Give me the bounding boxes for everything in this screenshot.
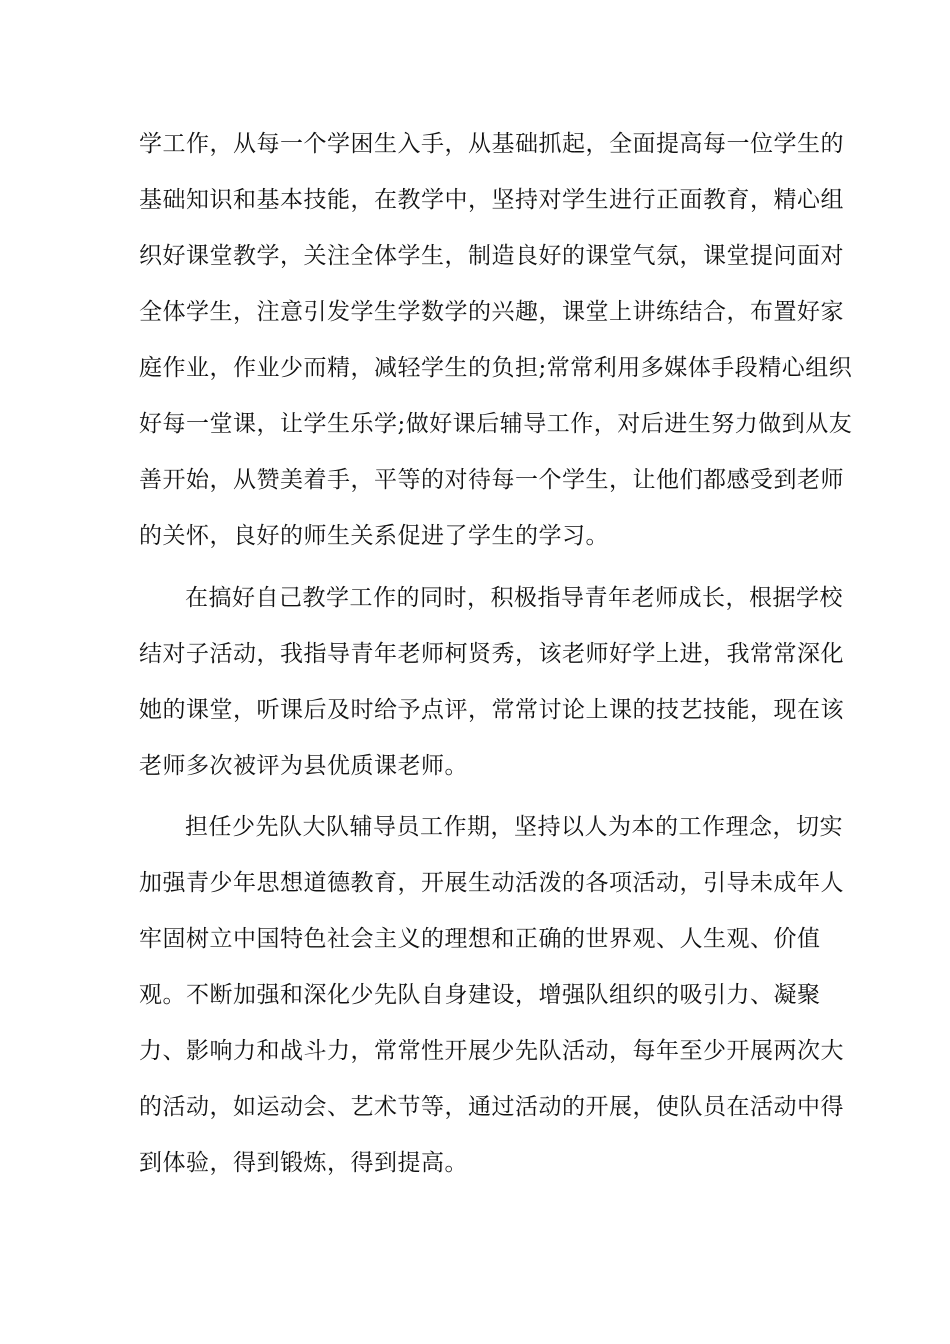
paragraph-1-line-3: 织好课堂教学，关注全体学生，制造良好的课堂气氛，课堂提问面对	[139, 243, 844, 269]
paragraph-1-line-2: 基础知识和基本技能，在教学中，坚持对学生进行正面教育，精心组	[139, 187, 844, 213]
paragraph-2-line-1: 在搞好自己教学工作的同时，积极指导青年老师成长，根据学校	[185, 585, 843, 611]
paragraph-1-line-7: 善开始，从赞美着手，平等的对待每一个学生，让他们都感受到老师	[139, 467, 844, 493]
paragraph-3-line-2: 加强青少年思想道德教育，开展生动活泼的各项活动，引导未成年人	[139, 870, 844, 896]
paragraph-1-line-5: 庭作业，作业少而精，减轻学生的负担;常常利用多媒体手段精心组织	[139, 355, 853, 381]
paragraph-3-line-5: 力、影响力和战斗力，常常性开展少先队活动，每年至少开展两次大	[139, 1038, 844, 1064]
paragraph-3-line-7: 到体验，得到锻炼，得到提高。	[139, 1150, 468, 1176]
paragraph-3-line-6: 的活动，如运动会、艺术节等，通过活动的开展，使队员在活动中得	[139, 1094, 844, 1120]
paragraph-1-line-8: 的关怀，良好的师生关系促进了学生的学习。	[139, 523, 609, 549]
paragraph-1-line-4: 全体学生，注意引发学生学数学的兴趣，课堂上讲练结合，布置好家	[139, 299, 844, 325]
paragraph-3-line-3: 牢固树立中国特色社会主义的理想和正确的世界观、人生观、价值	[139, 926, 821, 952]
paragraph-3-line-4: 观。不断加强和深化少先队自身建设，增强队组织的吸引力、凝聚	[139, 982, 821, 1008]
paragraph-2-line-4: 老师多次被评为县优质课老师。	[139, 753, 468, 779]
paragraph-1-line-6: 好每一堂课，让学生乐学;做好课后辅导工作，对后进生努力做到从友	[139, 411, 853, 437]
paragraph-2-line-3: 她的课堂，听课后及时给予点评，常常讨论上课的技艺技能，现在该	[139, 697, 844, 723]
paragraph-1-line-1: 学工作，从每一个学困生入手，从基础抓起，全面提高每一位学生的	[139, 131, 844, 157]
paragraph-3-line-1: 担任少先队大队辅导员工作期，坚持以人为本的工作理念，切实	[185, 814, 843, 840]
paragraph-2-line-2: 结对子活动，我指导青年老师柯贤秀，该老师好学上进，我常常深化	[139, 641, 844, 667]
